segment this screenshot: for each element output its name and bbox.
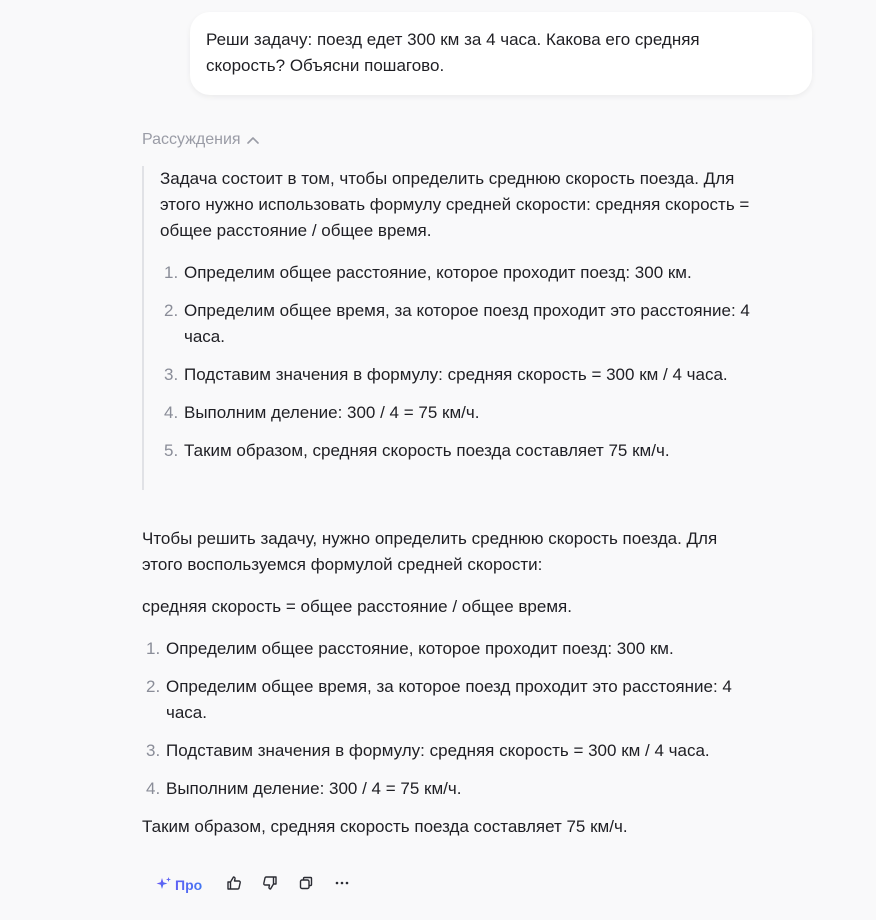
list-item-text: Определим общее расстояние, которое проходит поезд: 300 км. (184, 263, 692, 282)
pro-button-label: Про (175, 877, 203, 893)
copy-icon (298, 875, 314, 896)
pro-button[interactable] (150, 872, 208, 899)
assistant-answer (142, 526, 762, 840)
copy-button[interactable] (288, 870, 324, 900)
answer-intro: Чтобы решить задачу, нужно определить среднюю скорость поезда. Для этого воспользуемся формулой средней скорости: (142, 529, 718, 574)
list-item (142, 636, 756, 662)
answer-conclusion: Таким образом, средняя скорость поезда составляет 75 км/ч. (142, 817, 628, 836)
message-actions (150, 870, 360, 900)
list-item (160, 438, 750, 464)
answer-steps (142, 636, 762, 802)
list-item-text: Выполним деление: 300 / 4 = 75 км/ч. (166, 779, 462, 798)
list-number: 2. (146, 677, 161, 696)
sparkle-icon (156, 876, 172, 895)
list-item (160, 260, 750, 286)
list-item-text: Таким образом, средняя скорость поезда составляет 75 км/ч. (184, 441, 670, 460)
user-message-bubble (190, 12, 812, 95)
user-message-text: Реши задачу: поезд едет 300 км за 4 часа. Какова его средняя скорость? Объясни пошагово. (206, 30, 700, 75)
list-item (142, 674, 756, 726)
list-item-text: Определим общее время, за которое поезд проходит это расстояние: 4 часа. (184, 301, 750, 346)
reasoning-toggle[interactable] (142, 128, 259, 152)
list-number: 4. (146, 779, 161, 798)
list-item (160, 298, 750, 350)
list-item-text: Подставим значения в формулу: средняя скорость = 300 км / 4 часа. (184, 365, 728, 384)
list-number: 3. (146, 741, 161, 760)
list-item (160, 362, 750, 388)
thumbs-down-button[interactable] (252, 870, 288, 900)
list-number: 3. (164, 365, 179, 384)
list-item (142, 738, 756, 764)
list-number: 1. (164, 263, 179, 282)
reasoning-toggle-label: Рассуждения (142, 131, 241, 148)
reasoning-block (142, 166, 762, 490)
list-item (160, 400, 750, 426)
list-item-text: Выполним деление: 300 / 4 = 75 км/ч. (184, 403, 480, 422)
more-icon (334, 875, 350, 896)
thumbs-up-button[interactable] (216, 870, 252, 900)
list-item-text: Определим общее расстояние, которое проходит поезд: 300 км. (166, 639, 674, 658)
reasoning-steps (160, 260, 762, 464)
list-item-text: Определим общее время, за которое поезд проходит это расстояние: 4 часа. (166, 677, 732, 722)
list-number: 2. (164, 301, 179, 320)
list-item-text: Подставим значения в формулу: средняя скорость = 300 км / 4 часа. (166, 741, 710, 760)
answer-formula: средняя скорость = общее расстояние / общее время. (142, 597, 572, 616)
list-item (142, 776, 756, 802)
chevron-up-icon (247, 136, 259, 144)
list-number: 5. (164, 441, 179, 460)
reasoning-intro: Задача состоит в том, чтобы определить среднюю скорость поезда. Для этого нужно использовать формулу средней скорости: средняя скорость = общее расстояние / общее время. (160, 169, 750, 240)
list-number: 1. (146, 639, 161, 658)
thumbs-down-icon (262, 875, 278, 896)
more-button[interactable] (324, 870, 360, 900)
thumbs-up-icon (226, 875, 242, 896)
list-number: 4. (164, 403, 179, 422)
